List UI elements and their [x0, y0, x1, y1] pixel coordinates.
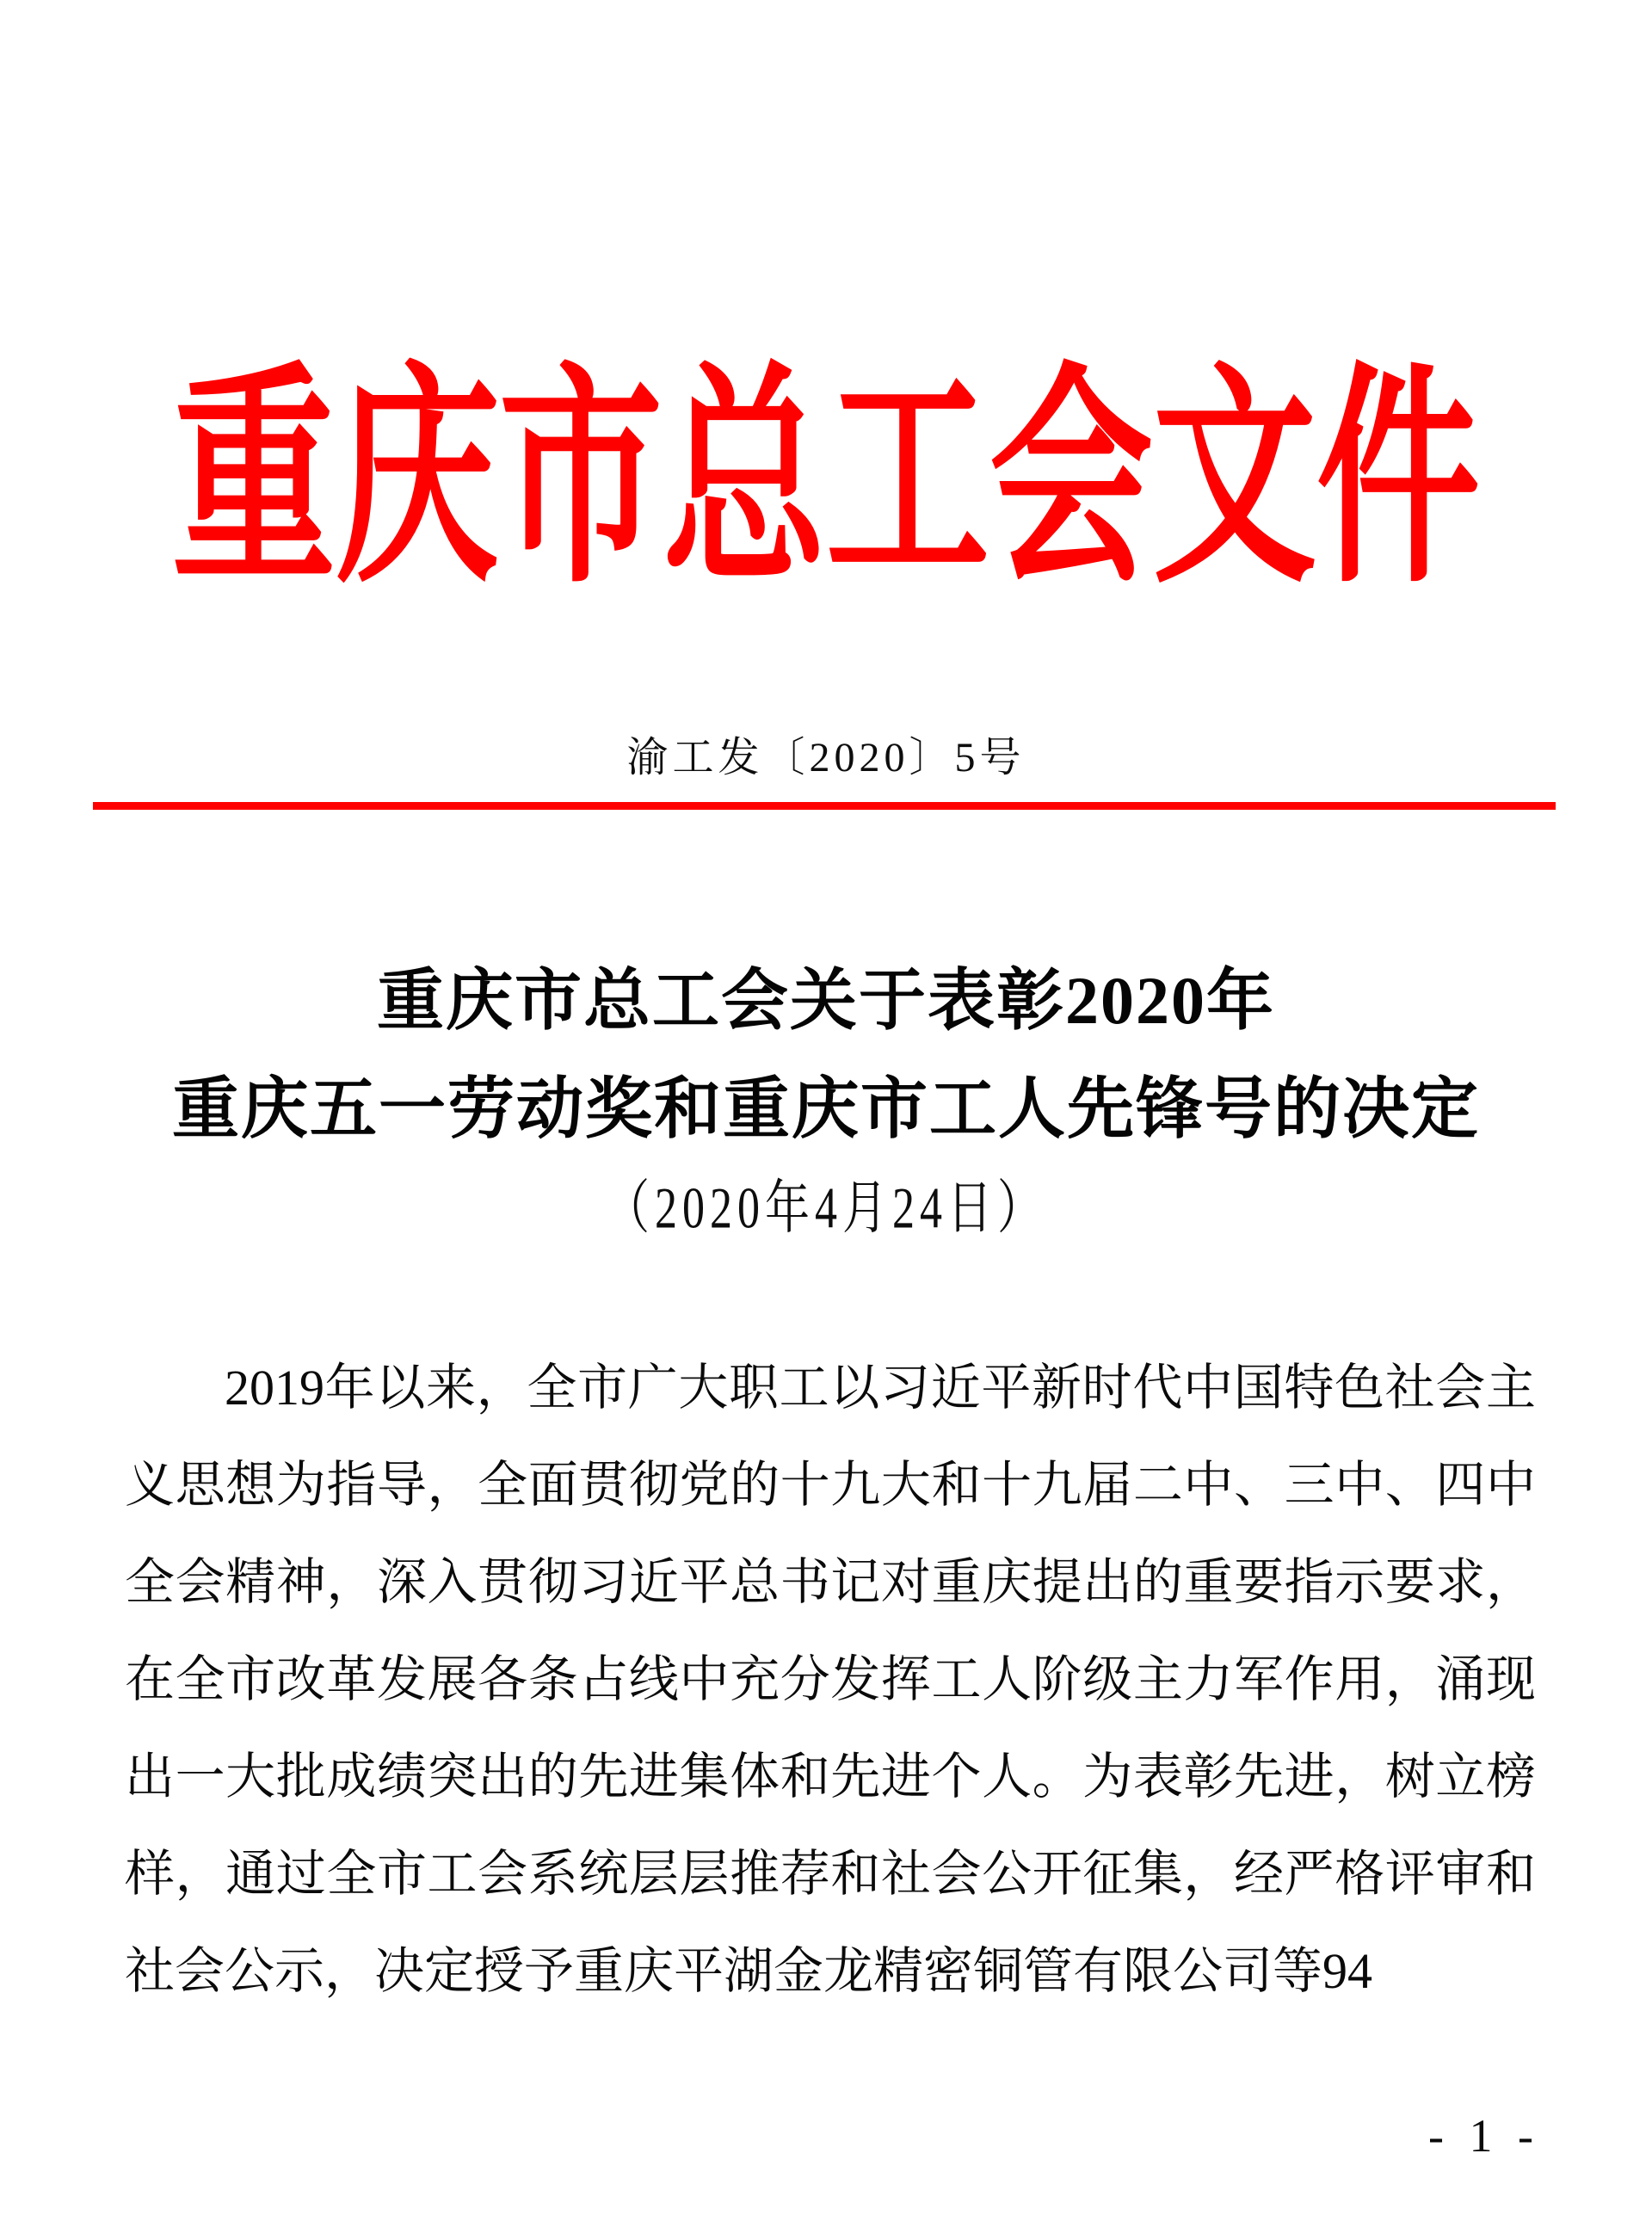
document-title-line2: 重庆五一劳动奖和重庆市工人先锋号的决定 [171, 1071, 1480, 1146]
document-title-line1: 重庆市总工会关于表彰2020年 [376, 963, 1275, 1038]
red-separator-line [93, 802, 1556, 810]
body-paragraph: 2019年以来，全市广大职工以习近平新时代中国特色社会主义思想为指导，全面贯彻党的十九大和十九届二中、三中、四中全会精神，深入贯彻习近平总书记对重庆提出的重要指示要求，在全市改革发展各条占线中充分发挥工人阶级主力军作用，涌现出一大批成绩突出的先进集体和先进个人。为表彰先进，树立榜样，通过全市工会系统层层推荐和社会公开征集，经严格评审和社会公示，决定授予重庆平湖金龙精密铜管有限公司等94 [125, 1360, 1536, 1999]
document-title [0, 947, 1652, 1163]
document-date [0, 1177, 1652, 1242]
document-number: 渝工发〔2020〕5号 [626, 735, 1026, 780]
masthead-title: 重庆市总工会文件 [171, 352, 1480, 611]
document-date-text: （2020年4月24日） [604, 1177, 1047, 1242]
masthead [0, 352, 1652, 611]
page-number: - 1 - [1428, 2110, 1540, 2162]
